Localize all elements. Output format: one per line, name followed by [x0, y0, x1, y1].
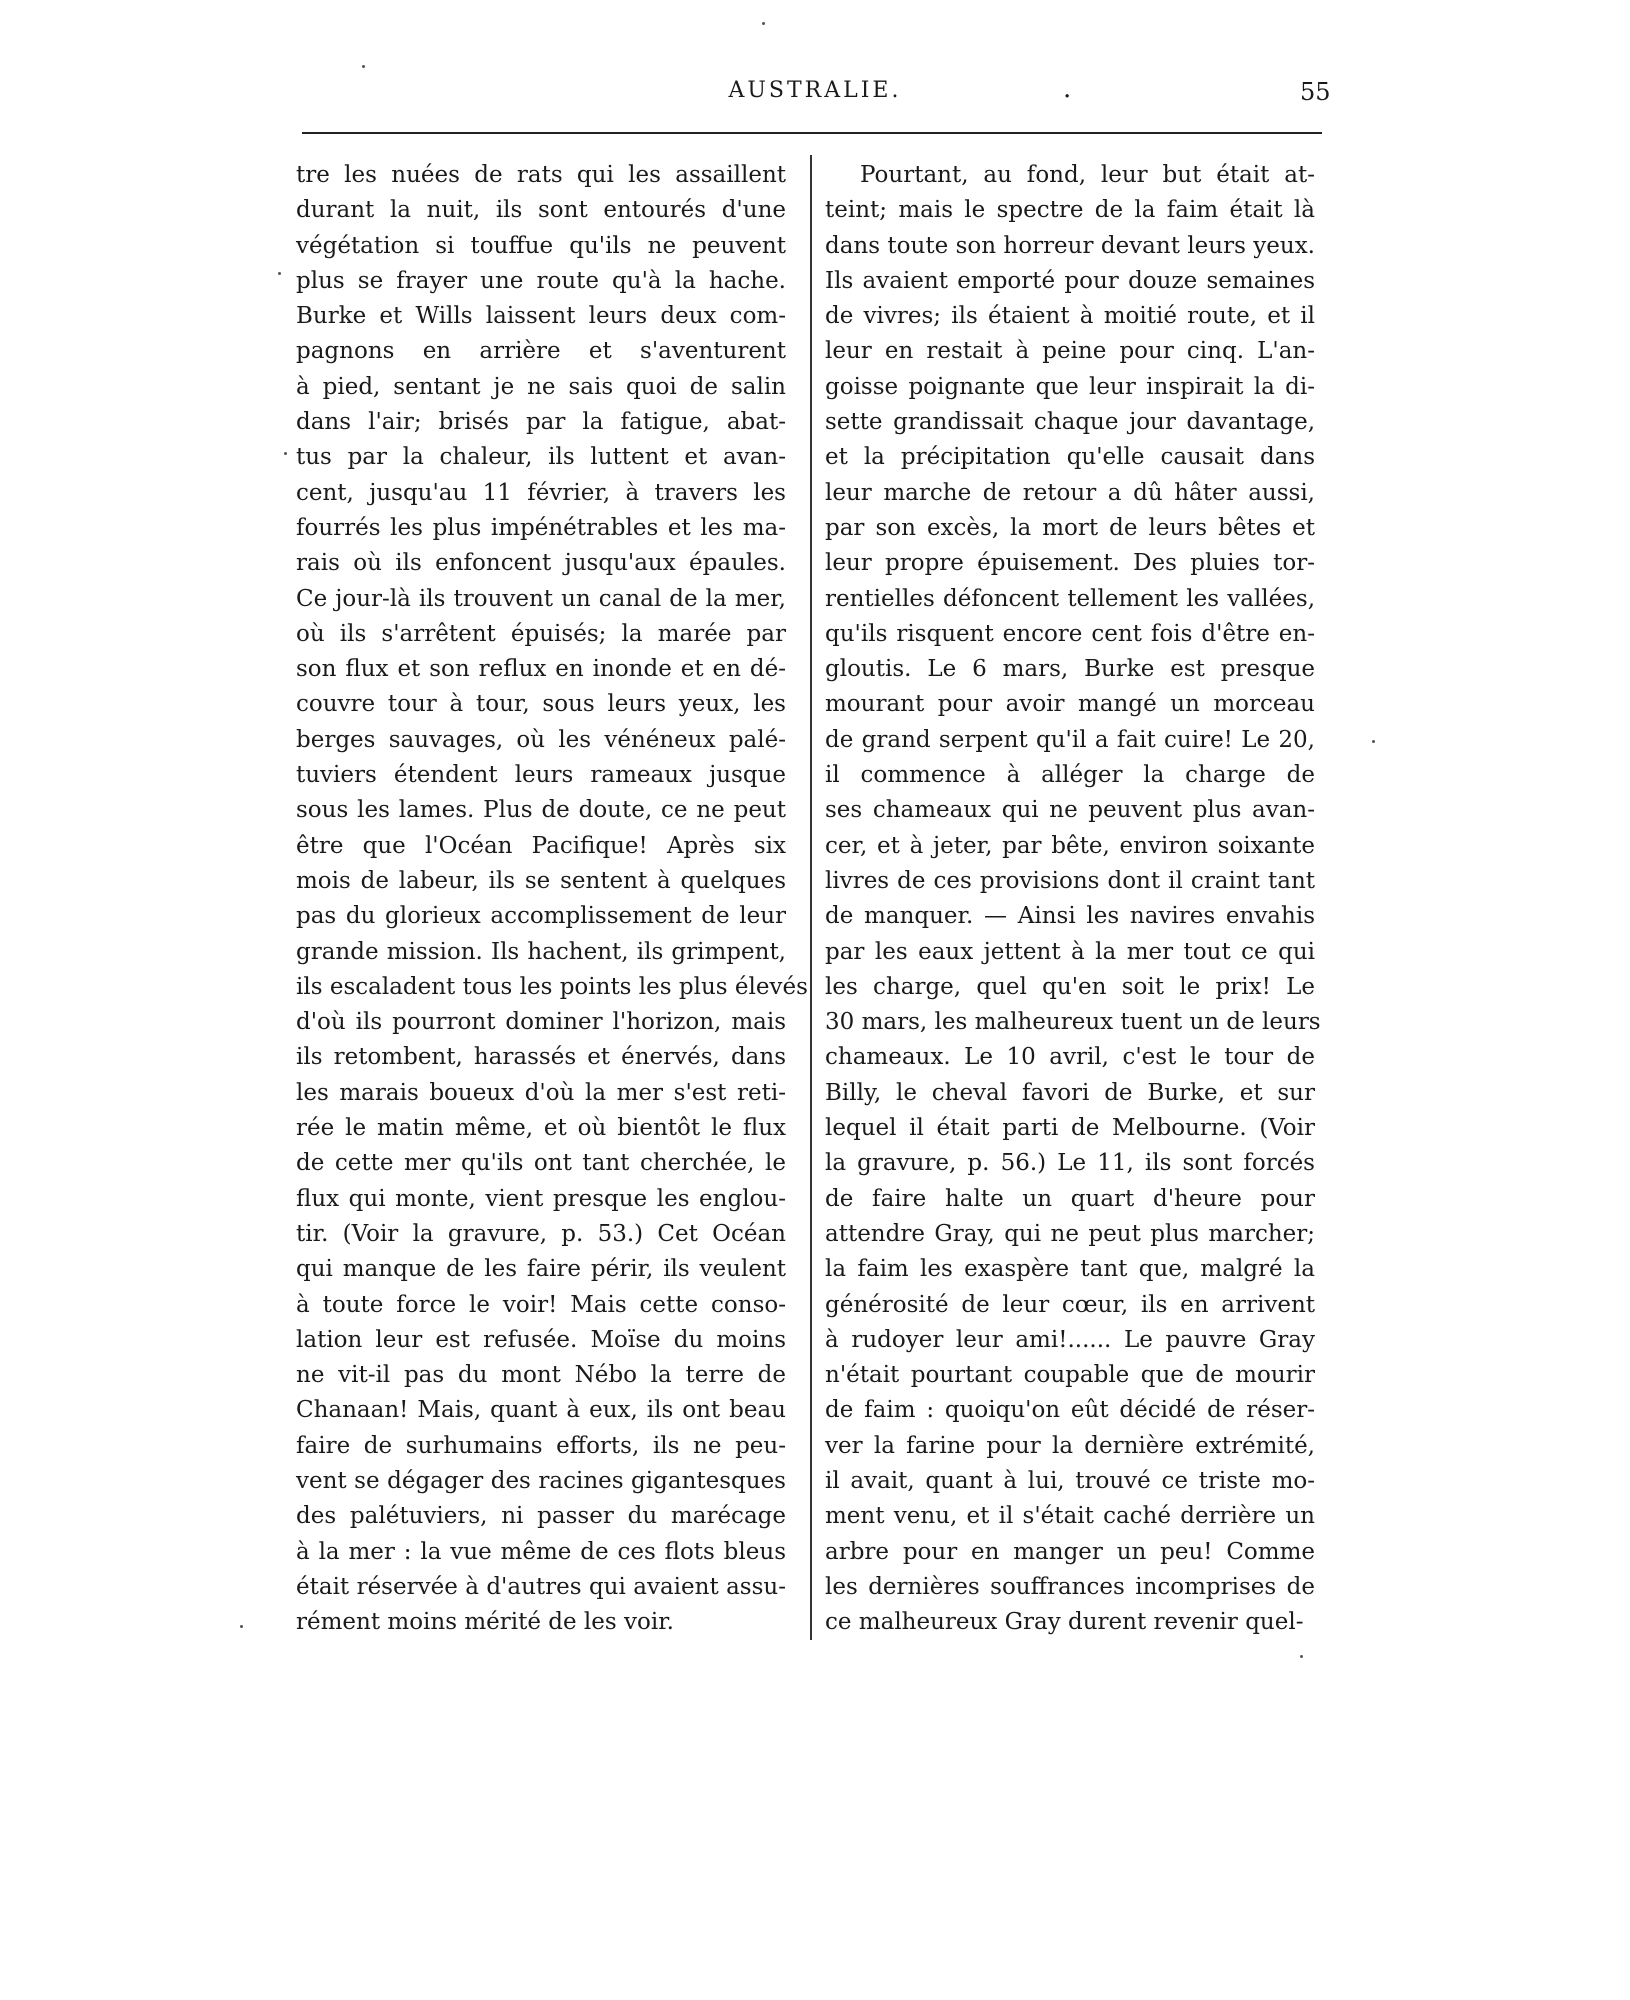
scan-speck: [284, 452, 287, 455]
left-column-line: de cette mer qu'ils ont tant cherchée, le: [296, 1150, 786, 1177]
left-column: [296, 158, 808, 1640]
left-column-line: à pied, sentant je ne sais quoi de salin: [296, 373, 786, 400]
left-column-line: Burke et Wills laissent leurs deux com-: [296, 303, 786, 330]
right-column-line: qu'ils risquent encore cent fois d'être en-: [825, 620, 1315, 647]
right-column-line: de faire halte un quart d'heure pour: [825, 1185, 1315, 1212]
right-column-line: la faim les exaspère tant que, malgré la: [825, 1256, 1315, 1283]
right-column-line: dans toute son horreur devant leurs yeux.: [825, 232, 1315, 259]
left-column-line: était réservée à d'autres qui avaient assu-: [296, 1573, 786, 1600]
left-column-line: cent, jusqu'au 11 février, à travers les: [296, 479, 786, 506]
right-column-line: cer, et à jeter, par bête, environ soixante: [825, 832, 1315, 859]
left-column-line: rément moins mérité de les voir.: [296, 1609, 674, 1636]
scan-speck: [1300, 1655, 1303, 1658]
left-column-line: fourrés les plus impénétrables et les ma-: [296, 514, 786, 541]
scan-speck: [1372, 740, 1375, 743]
right-column-line: Pourtant, au fond, leur but était at-: [860, 162, 1315, 188]
left-column-line: tuviers étendent leurs rameaux jusque: [296, 762, 786, 789]
right-column-line: livres de ces provisions dont il craint tant: [825, 867, 1315, 894]
left-column-line: les marais boueux d'où la mer s'est reti-: [296, 1079, 786, 1106]
scan-speck: [362, 65, 365, 68]
right-column-line: les charge, quel qu'en soit le prix! Le: [825, 973, 1315, 1000]
right-column-line: chameaux. Le 10 avril, c'est le tour de: [825, 1044, 1315, 1071]
header-rule: [302, 132, 1322, 134]
right-column-line: ses chameaux qui ne peuvent plus avan-: [825, 797, 1315, 824]
left-column-line: mois de labeur, ils se sentent à quelques: [296, 867, 786, 894]
right-column-line: ver la farine pour la dernière extrémité,: [825, 1432, 1315, 1459]
scan-speck: [240, 1625, 243, 1628]
header-dot: .: [1063, 74, 1072, 104]
right-column-line: par son excès, la mort de leurs bêtes et: [825, 514, 1315, 541]
right-column-line: Billy, le cheval favori de Burke, et sur: [825, 1079, 1315, 1106]
right-column-line: il avait, quant à lui, trouvé ce triste mo-: [825, 1467, 1315, 1494]
right-column-line: à rudoyer leur ami!...... Le pauvre Gray: [825, 1326, 1315, 1353]
right-column-line: arbre pour en manger un peu! Comme: [825, 1538, 1315, 1565]
right-column-line: rentielles défoncent tellement les vallées,: [825, 585, 1315, 612]
right-column-line: attendre Gray, qui ne peut plus marcher;: [825, 1220, 1315, 1247]
left-column-line: qui manque de les faire périr, ils veulent: [296, 1256, 786, 1283]
page-number: 55: [1300, 78, 1331, 106]
left-column-line: à toute force le voir! Mais cette conso-: [296, 1291, 786, 1318]
left-column-line: ils retombent, harassés et énervés, dans: [296, 1044, 786, 1071]
right-column-line: leur propre épuisement. Des pluies tor-: [825, 550, 1315, 577]
left-column-line: tir. (Voir la gravure, p. 53.) Cet Océan: [296, 1220, 786, 1247]
left-column-line: flux qui monte, vient presque les englou-: [296, 1185, 786, 1212]
right-column-line: gloutis. Le 6 mars, Burke est presque: [825, 656, 1315, 683]
right-column-line: leur marche de retour a dû hâter aussi,: [825, 479, 1315, 506]
scan-speck: [762, 22, 765, 25]
left-column-line: couvre tour à tour, sous leurs yeux, les: [296, 691, 786, 718]
left-column-line: ils escaladent tous les points les plus élevés: [296, 973, 808, 1000]
left-column-line: dans l'air; brisés par la fatigue, abat-: [296, 409, 786, 436]
right-column-line: ce malheureux Gray durent revenir quel-: [825, 1609, 1304, 1636]
right-column-line: lequel il était parti de Melbourne. (Voir: [825, 1115, 1315, 1142]
left-column-line: grande mission. Ils hachent, ils grimpent,: [296, 938, 786, 965]
left-column-line: tus par la chaleur, ils luttent et avan-: [296, 444, 786, 471]
left-column-line: où ils s'arrêtent épuisés; la marée par: [296, 620, 786, 647]
right-column-line: n'était pourtant coupable que de mourir: [825, 1362, 1315, 1389]
right-column-line: de grand serpent qu'il a fait cuire! Le 20,: [825, 726, 1315, 753]
right-column-line: la gravure, p. 56.) Le 11, ils sont forcés: [825, 1150, 1315, 1177]
right-column-line: ment venu, et il s'était caché derrière un: [825, 1503, 1315, 1530]
left-column-line: des palétuviers, ni passer du marécage: [296, 1503, 786, 1530]
left-column-line: Ce jour-là ils trouvent un canal de la mer,: [296, 585, 786, 612]
right-column-line: de vivres; ils étaient à moitié route, et il: [825, 303, 1315, 330]
left-column-line: être que l'Océan Pacifique! Après six: [296, 832, 786, 859]
scan-speck: [278, 272, 281, 275]
right-column-line: sette grandissait chaque jour davantage,: [825, 409, 1315, 436]
right-column: [825, 158, 1321, 1640]
left-column-line: sous les lames. Plus de doute, ce ne peut: [296, 797, 786, 824]
right-column-line: générosité de leur cœur, ils en arrivent: [825, 1291, 1315, 1318]
left-column-line: d'où ils pourront dominer l'horizon, mais: [296, 1009, 786, 1036]
left-column-line: à la mer : la vue même de ces flots bleus: [296, 1538, 786, 1565]
right-column-line: de faim : quoiqu'on eût décidé de réser-: [825, 1397, 1315, 1424]
running-title: AUSTRALIE.: [728, 78, 902, 103]
right-column-line: leur en restait à peine pour cinq. L'an-: [825, 338, 1315, 365]
left-column-line: rais où ils enfoncent jusqu'aux épaules.: [296, 550, 786, 577]
left-column-line: ne vit-il pas du mont Nébo la terre de: [296, 1362, 786, 1389]
left-column-line: pas du glorieux accomplissement de leur: [296, 903, 786, 930]
left-column-line: pagnons en arrière et s'aventurent: [296, 338, 786, 365]
left-column-line: Chanaan! Mais, quant à eux, ils ont beau: [296, 1397, 786, 1424]
right-column-line: goisse poignante que leur inspirait la di-: [825, 373, 1315, 400]
right-column-line: 30 mars, les malheureux tuent un de leurs: [825, 1009, 1321, 1036]
right-column-line: et la précipitation qu'elle causait dans: [825, 444, 1315, 471]
right-column-line: teint; mais le spectre de la faim était là: [825, 197, 1315, 224]
left-column-line: tre les nuées de rats qui les assaillent: [296, 162, 786, 188]
column-divider: [810, 155, 812, 1640]
left-column-line: berges sauvages, où les vénéneux palé-: [296, 726, 786, 753]
right-column-line: Ils avaient emporté pour douze semaines: [825, 267, 1315, 294]
right-column-line: mourant pour avoir mangé un morceau: [825, 691, 1315, 718]
left-column-line: lation leur est refusée. Moïse du moins: [296, 1326, 786, 1353]
right-column-line: par les eaux jettent à la mer tout ce qui: [825, 938, 1315, 965]
left-column-line: plus se frayer une route qu'à la hache.: [296, 267, 786, 294]
left-column-line: végétation si touffue qu'ils ne peuvent: [296, 232, 786, 259]
left-column-line: son flux et son reflux en inonde et en dé-: [296, 656, 786, 683]
right-column-line: il commence à alléger la charge de: [825, 762, 1315, 789]
left-column-line: rée le matin même, et où bientôt le flux: [296, 1115, 786, 1142]
left-column-line: durant la nuit, ils sont entourés d'une: [296, 197, 786, 224]
left-column-line: vent se dégager des racines gigantesques: [296, 1467, 786, 1494]
left-column-line: faire de surhumains efforts, ils ne peu-: [296, 1432, 786, 1459]
right-column-line: les dernières souffrances incomprises de: [825, 1573, 1315, 1600]
right-column-line: de manquer. — Ainsi les navires envahis: [825, 903, 1315, 930]
